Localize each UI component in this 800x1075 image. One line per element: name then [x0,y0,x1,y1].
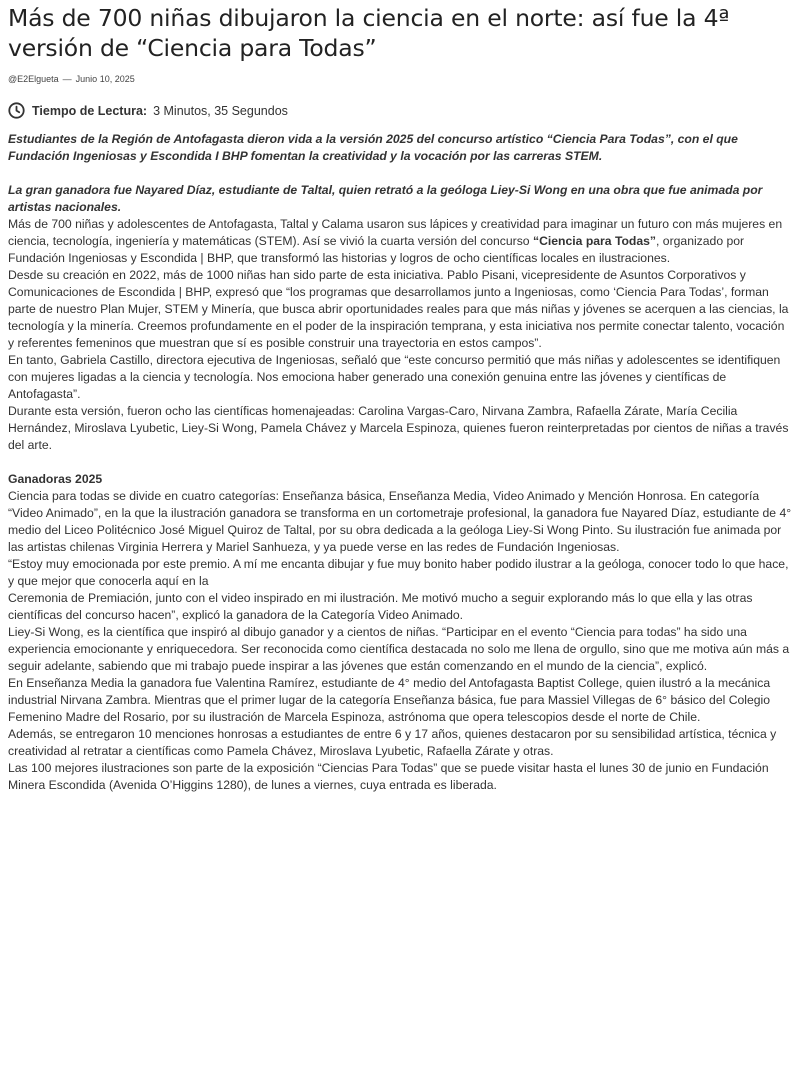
body-paragraph: Durante esta versión, fueron ocho las científicas homenajeadas: Carolina Vargas-Caro, Nirvana Zambra, Rafaella Zárate, María Cecilia Hernández, Miroslava Lyubetic, Liey-Si Wong, Pamela Chávez y Marcela Espinoza, quienes fueron reinterpretadas por cientos de niñas a través del arte. [8,404,789,452]
body-paragraph: En Enseñanza Media la ganadora fue Valentina Ramírez, estudiante de 4° medio del Antofagasta Baptist College, quien ilustró a la mecánica industrial Nirvana Zambra. Mientras que el primer lugar de la categoría Enseñanza básica, fue para Massiel Villegas de 6° básico del Colegio Femenino Madre del Rosario, por su ilustración de Marcela Espinoza, astrónoma que opera telescopios desde el norte de Chile. [8,676,771,724]
body-paragraph: Ciencia para todas se divide en cuatro categorías: Enseñanza básica, Enseñanza Media, Video Animado y Mención Honrosa. En categoría “Video Animado”, en la que la ilustración ganadora se transforma en un cortometraje profesional, la ganadora fue Nayared Díaz, estudiante de 4° medio del Liceo Politécnico José Miguel Quiroz de Taltal, por su obra dedicada a la geóloga Liey-Si Wong Pinto. Su ilustración fue animada por las artistas chilenas Virginia Herrera y Mariel Sanhueza, y ya puede verse en las redes de Fundación Ingeniosas. [8,489,792,554]
paragraph-text: , organizado por Fundación Ingeniosas y Escondida | BHP, que transformó las historias y logros de ocho científicas locales en ilustraciones. [8,234,745,265]
reading-time-label: Tiempo de Lectura: [32,103,148,118]
body-paragraph: Liey-Si Wong, es la científica que inspiró al dibujo ganador y a cientos de niñas. “Participar en el evento “Ciencia para todas” ha sido una experiencia emocionante y enriquecedora. Ser reconocida como científica destacada no solo me llena de orgullo, sino que me motiva aún más a seguir adelante, sabiendo que mi trabajo puede inspirar a las jóvenes que están comenzando en el mundo de la ciencia”, explicó. [8,625,790,673]
lead-paragraph: Estudiantes de la Región de Antofagasta dieron vida a la versión 2025 del concurso artístico “Ciencia Para Todas”, con el que Fundación Ingeniosas y Escondida I BHP fomentan la creatividad y la vocación por las carreras STEM. [8,132,738,163]
paragraph-text: Más de 700 niñas y adolescentes de Antofagasta, Taltal y Calama usaron sus lápices y creatividad para imaginar un futuro con más mujeres en ciencia, tecnología, ingeniería y matemáticas (STEM). Así se vivió la cuarta versión del concurso [8,217,783,248]
clock-icon [8,102,25,119]
article-meta [8,73,792,85]
contest-name: “Ciencia para Todas” [532,234,657,248]
reading-time-value: 3 Minutos, 35 Segundos [153,103,288,118]
body-paragraph: En tanto, Gabriela Castillo, directora ejecutiva de Ingeniosas, señaló que “este concurso permitió que más niñas y adolescentes se identifiquen con mujeres ligadas a la ciencia y tecnología. Nos emociona haber generado una conexión genuina entre las jóvenes y científicas de Antofagasta”. [8,353,781,401]
body-paragraph [8,216,792,267]
body-paragraph: Las 100 mejores ilustraciones son parte de la exposición “Ciencias Para Todas” que se puede visitar hasta el lunes 30 de junio en Fundación Minera Escondida (Avenida O’Higgins 1280), de lunes a viernes, cuya entrada es liberada. [8,761,769,792]
reading-time [8,102,792,119]
body-paragraph: Además, se entregaron 10 menciones honrosas a estudiantes de entre 6 y 17 años, quienes destacaron por su sensibilidad artística, técnica y creatividad al retratar a científicas como Pamela Chávez, Miroslava Lyubetic, Rafaella Zárate y otras. [8,727,777,758]
author-link[interactable]: @E2Elgueta [8,74,59,84]
body-paragraph: Ceremonia de Premiación, junto con el video inspirado en mi ilustración. Me motivó mucho a seguir explorando más lo que ella y las otras científicas del concurso hacen”, explicó la ganadora de la Categoría Video Animado. [8,591,753,622]
body-paragraph: Desde su creación en 2022, más de 1000 niñas han sido parte de esta iniciativa. Pablo Pisani, vicepresidente de Asuntos Corporativos y Comunicaciones de Escondida | BHP, expresó que “los programas que desarrollamos junto a Ingeniosas, como ‘Ciencia Para Todas’, forman parte de nuestro Plan Mujer, STEM y Minería, que busca abrir oportunidades reales para que más niñas y jóvenes se acerquen a las ciencias, la tecnología y la minería. Creemos profundamente en el poder de la inspiración temprana, y esta iniciativa nos permite conectar talento, vocación y referentes femeninos que muestran que sí es posible construir una trayectoria en estos campos”. [8,268,789,350]
publish-date: Junio 10, 2025 [75,74,135,84]
lead-paragraph-2: La gran ganadora fue Nayared Díaz, estudiante de Taltal, quien retrató a la geóloga Liey-Si Wong en una obra que fue animada por artistas nacionales. [8,183,763,214]
body-paragraph: “Estoy muy emocionada por este premio. A mí me encanta dibujar y fue muy bonito haber podido ilustrar a la geóloga, conocer todo lo que hace, y que mejor que conocerla aquí en la [8,557,789,588]
section-heading: Ganadoras 2025 [8,472,103,486]
article-title: Más de 700 niñas dibujaron la ciencia en el norte: así fue la 4ª versión de “Ciencia para Todas” [8,4,730,62]
meta-separator: — [62,74,72,84]
